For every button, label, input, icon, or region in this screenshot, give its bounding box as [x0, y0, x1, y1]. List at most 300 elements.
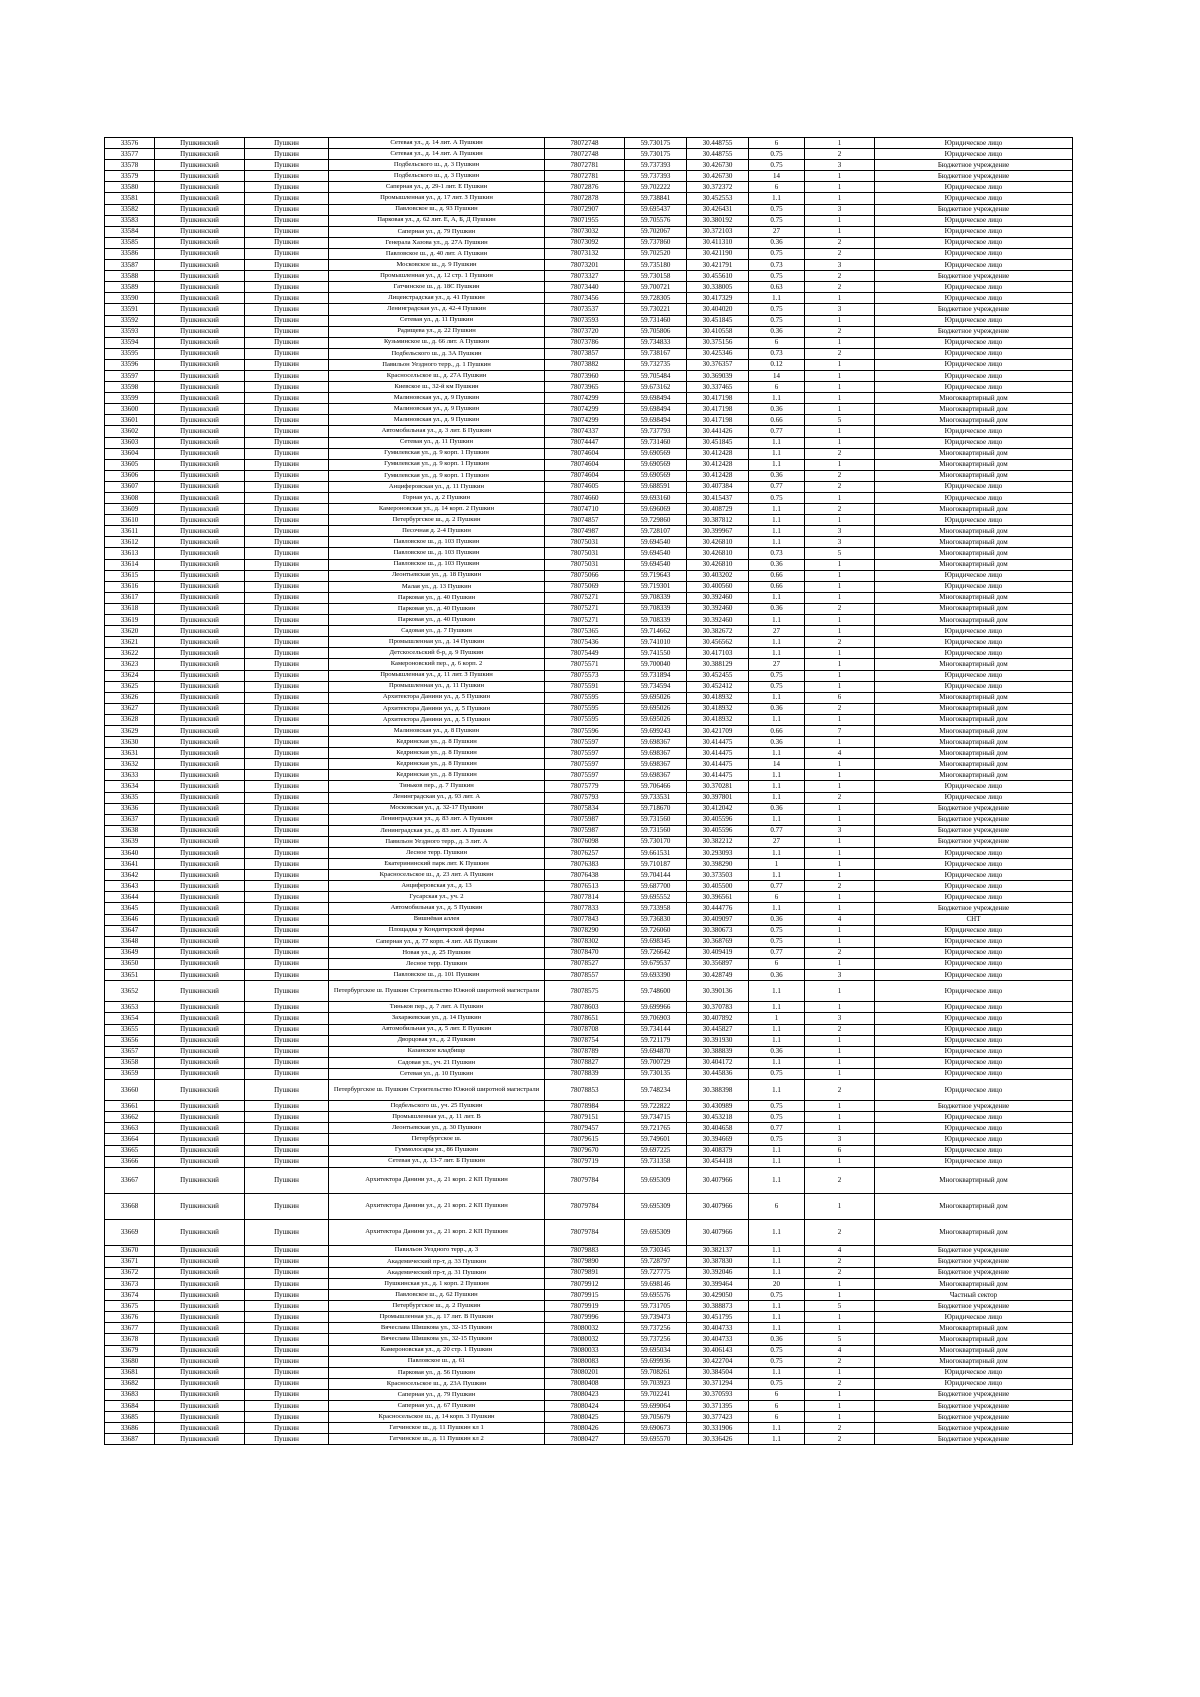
cell-latitude: 59.698494: [625, 393, 687, 404]
cell-latitude: 59.702520: [625, 248, 687, 259]
cell-count: 1: [805, 1068, 875, 1079]
cell-settlement: Пушкин: [245, 1079, 329, 1100]
cell-address: Саперная ул., д. 29-1 лит. Е Пушкин: [329, 182, 545, 193]
cell-address: Павловское ш., д. 103 Пушкин: [329, 537, 545, 548]
cell-count: 1: [805, 1412, 875, 1423]
cell-settlement: Пушкин: [245, 226, 329, 237]
cell-latitude: 59.695437: [625, 204, 687, 215]
cell-longitude: 30.396561: [687, 892, 749, 903]
cell-settlement: Пушкин: [245, 248, 329, 259]
cell-count: 1: [805, 1193, 875, 1219]
cell-row-number: 33618: [105, 603, 155, 614]
cell-row-number: 33654: [105, 1013, 155, 1024]
table-row: [105, 1145, 1073, 1156]
cell-count: 2: [805, 703, 875, 714]
cell-count: 1: [805, 138, 875, 149]
cell-object-code: 78079719: [545, 1156, 625, 1167]
cell-settlement: Пушкин: [245, 149, 329, 160]
cell-owner-type: Юридическое лицо: [875, 193, 1073, 204]
cell-district: Пушкинский: [155, 626, 245, 637]
table-row: [105, 171, 1073, 182]
cell-volume: 0.12: [749, 359, 805, 370]
cell-latitude: 59.730135: [625, 1068, 687, 1079]
cell-volume: 0.75: [749, 215, 805, 226]
cell-volume: 1.1: [749, 592, 805, 603]
cell-object-code: 78075271: [545, 603, 625, 614]
cell-row-number: 33612: [105, 537, 155, 548]
cell-address: Гатчинское ш., д. 18С Пушкин: [329, 282, 545, 293]
cell-count: 1: [805, 437, 875, 448]
cell-row-number: 33659: [105, 1068, 155, 1079]
cell-latitude: 59.748600: [625, 981, 687, 1002]
cell-volume: 0.36: [749, 970, 805, 981]
cell-count: 1: [805, 493, 875, 504]
table-row: [105, 770, 1073, 781]
cell-district: Пушкинский: [155, 337, 245, 348]
cell-owner-type: Многоквартирный дом: [875, 1334, 1073, 1345]
cell-owner-type: Бюджетное учреждение: [875, 803, 1073, 814]
cell-settlement: Пушкин: [245, 836, 329, 847]
cell-district: Пушкинский: [155, 459, 245, 470]
cell-row-number: 33621: [105, 637, 155, 648]
cell-longitude: 30.391930: [687, 1035, 749, 1046]
table-row: [105, 737, 1073, 748]
table-row: [105, 703, 1073, 714]
table-row: [105, 1279, 1073, 1290]
cell-settlement: Пушкин: [245, 237, 329, 248]
cell-object-code: 78079151: [545, 1112, 625, 1123]
cell-owner-type: Юридическое лицо: [875, 1367, 1073, 1378]
cell-district: Пушкинский: [155, 1024, 245, 1035]
cell-object-code: 78075449: [545, 648, 625, 659]
cell-object-code: 78080427: [545, 1434, 625, 1445]
table-row: [105, 470, 1073, 481]
cell-object-code: 78076438: [545, 870, 625, 881]
cell-settlement: Пушкин: [245, 1412, 329, 1423]
cell-count: 2: [805, 637, 875, 648]
cell-object-code: 78073965: [545, 382, 625, 393]
cell-address: Сетевая ул., д. 13-7 лит. Б Пушкин: [329, 1156, 545, 1167]
cell-row-number: 33681: [105, 1367, 155, 1378]
cell-object-code: 78072876: [545, 182, 625, 193]
cell-row-number: 33645: [105, 903, 155, 914]
cell-settlement: Пушкин: [245, 1145, 329, 1156]
cell-volume: 6: [749, 1401, 805, 1412]
cell-object-code: 78080083: [545, 1356, 625, 1367]
cell-object-code: 78080032: [545, 1323, 625, 1334]
cell-owner-type: Бюджетное учреждение: [875, 1101, 1073, 1112]
cell-owner-type: Бюджетное учреждение: [875, 1267, 1073, 1278]
cell-owner-type: Многоквартирный дом: [875, 748, 1073, 759]
cell-longitude: 30.370281: [687, 781, 749, 792]
cell-row-number: 33577: [105, 149, 155, 160]
cell-owner-type: Юридическое лицо: [875, 881, 1073, 892]
cell-latitude: 59.741550: [625, 648, 687, 659]
cell-count: 2: [805, 282, 875, 293]
cell-settlement: Пушкин: [245, 481, 329, 492]
cell-address: Промышленная ул., д. 11 Пушкин: [329, 681, 545, 692]
cell-address: Сетевая ул., д. 14 лит. А Пушкин: [329, 149, 545, 160]
cell-settlement: Пушкин: [245, 1002, 329, 1013]
cell-owner-type: Юридическое лицо: [875, 970, 1073, 981]
cell-count: 3: [805, 204, 875, 215]
cell-object-code: 78073456: [545, 293, 625, 304]
table-body: [105, 138, 1073, 1445]
cell-address: Красносельское ш., д. 14 корп. 3 Пушкин: [329, 1412, 545, 1423]
cell-settlement: Пушкин: [245, 260, 329, 271]
cell-district: Пушкинский: [155, 1145, 245, 1156]
cell-district: Пушкинский: [155, 1068, 245, 1079]
cell-district: Пушкинский: [155, 947, 245, 958]
cell-count: 1: [805, 1046, 875, 1057]
cell-longitude: 30.414475: [687, 748, 749, 759]
cell-district: Пушкинский: [155, 615, 245, 626]
table-row: [105, 537, 1073, 548]
cell-address: Малиновская ул., д. 9 Пушкин: [329, 393, 545, 404]
cell-count: 1: [805, 1290, 875, 1301]
cell-address: Лесное терр. Пушкин: [329, 848, 545, 859]
cell-settlement: Пушкин: [245, 1101, 329, 1112]
cell-owner-type: Юридическое лицо: [875, 382, 1073, 393]
cell-latitude: 59.730345: [625, 1245, 687, 1256]
cell-longitude: 30.455610: [687, 271, 749, 282]
cell-settlement: Пушкин: [245, 1193, 329, 1219]
cell-district: Пушкинский: [155, 481, 245, 492]
cell-latitude: 59.728305: [625, 293, 687, 304]
cell-owner-type: Юридическое лицо: [875, 282, 1073, 293]
cell-row-number: 33586: [105, 248, 155, 259]
table-row: [105, 204, 1073, 215]
cell-district: Пушкинский: [155, 215, 245, 226]
table-row: [105, 570, 1073, 581]
cell-longitude: 30.444776: [687, 903, 749, 914]
cell-volume: 0.73: [749, 548, 805, 559]
table-row: [105, 1423, 1073, 1434]
cell-settlement: Пушкин: [245, 359, 329, 370]
cell-row-number: 33625: [105, 681, 155, 692]
cell-district: Пушкинский: [155, 648, 245, 659]
cell-latitude: 59.697225: [625, 1145, 687, 1156]
cell-object-code: 78080426: [545, 1423, 625, 1434]
cell-address: Лицеистрадская ул., д. 41 Пушкин: [329, 293, 545, 304]
cell-count: 2: [805, 1024, 875, 1035]
cell-longitude: 30.337465: [687, 382, 749, 393]
cell-count: 3: [805, 825, 875, 836]
cell-address: Тиньков пер., д. 7 Пушкин: [329, 781, 545, 792]
cell-settlement: Пушкин: [245, 348, 329, 359]
cell-longitude: 30.418932: [687, 714, 749, 725]
cell-count: 1: [805, 1401, 875, 1412]
table-row: [105, 1412, 1073, 1423]
cell-address: Сетевая ул., д. 11 Пушкин: [329, 437, 545, 448]
cell-settlement: Пушкин: [245, 681, 329, 692]
cell-count: 2: [805, 1378, 875, 1389]
table-row: [105, 1079, 1073, 1100]
cell-count: 3: [805, 970, 875, 981]
cell-longitude: 30.398290: [687, 859, 749, 870]
cell-volume: 0.75: [749, 1290, 805, 1301]
cell-address: Парковая ул., д. 62 лит. Е, А, Б, Д Пушкин: [329, 215, 545, 226]
cell-volume: 1.1: [749, 1219, 805, 1245]
table-row: [105, 1013, 1073, 1024]
cell-settlement: Пушкин: [245, 570, 329, 581]
cell-longitude: 30.397801: [687, 792, 749, 803]
cell-address: Гумилевская ул., д. 9 корп. 1 Пушкин: [329, 448, 545, 459]
cell-row-number: 33583: [105, 215, 155, 226]
cell-longitude: 30.445836: [687, 1068, 749, 1079]
cell-latitude: 59.736830: [625, 914, 687, 925]
cell-row-number: 33592: [105, 315, 155, 326]
cell-count: 2: [805, 603, 875, 614]
cell-row-number: 33662: [105, 1112, 155, 1123]
cell-volume: 0.36: [749, 470, 805, 481]
cell-volume: 0.73: [749, 348, 805, 359]
cell-volume: 6: [749, 1389, 805, 1400]
cell-owner-type: Многоквартирный дом: [875, 559, 1073, 570]
cell-volume: 1.1: [749, 1423, 805, 1434]
cell-settlement: Пушкин: [245, 515, 329, 526]
cell-district: Пушкинский: [155, 670, 245, 681]
cell-row-number: 33580: [105, 182, 155, 193]
cell-volume: 0.75: [749, 1356, 805, 1367]
cell-volume: 1.1: [749, 1301, 805, 1312]
cell-latitude: 59.695026: [625, 692, 687, 703]
cell-settlement: Пушкин: [245, 1035, 329, 1046]
cell-volume: 0.75: [749, 670, 805, 681]
cell-count: 1: [805, 836, 875, 847]
cell-owner-type: Многоквартирный дом: [875, 603, 1073, 614]
table-row: [105, 1312, 1073, 1323]
cell-latitude: 59.735180: [625, 260, 687, 271]
cell-object-code: 78071955: [545, 215, 625, 226]
cell-district: Пушкинский: [155, 936, 245, 947]
table-row: [105, 1057, 1073, 1068]
cell-row-number: 33671: [105, 1256, 155, 1267]
cell-latitude: 59.695026: [625, 714, 687, 725]
cell-object-code: 78073440: [545, 282, 625, 293]
cell-volume: 1.1: [749, 714, 805, 725]
table-row: [105, 692, 1073, 703]
cell-district: Пушкинский: [155, 470, 245, 481]
cell-object-code: 78075596: [545, 725, 625, 736]
cell-object-code: 78078789: [545, 1046, 625, 1057]
cell-district: Пушкинский: [155, 714, 245, 725]
table-row: [105, 149, 1073, 160]
table-row: [105, 670, 1073, 681]
cell-settlement: Пушкин: [245, 293, 329, 304]
cell-volume: 0.77: [749, 481, 805, 492]
cell-volume: 1.1: [749, 848, 805, 859]
cell-district: Пушкинский: [155, 792, 245, 803]
cell-address: Кедринская ул., д. 8 Пушкин: [329, 748, 545, 759]
cell-latitude: 59.710187: [625, 859, 687, 870]
cell-count: 1: [805, 404, 875, 415]
cell-volume: 1.1: [749, 1145, 805, 1156]
table-row: [105, 1046, 1073, 1057]
cell-district: Пушкинский: [155, 149, 245, 160]
cell-row-number: 33673: [105, 1279, 155, 1290]
cell-object-code: 78074604: [545, 459, 625, 470]
cell-longitude: 30.452553: [687, 193, 749, 204]
cell-count: 2: [805, 881, 875, 892]
cell-longitude: 30.409097: [687, 914, 749, 925]
cell-volume: 0.77: [749, 825, 805, 836]
cell-volume: 1.1: [749, 293, 805, 304]
cell-settlement: Пушкин: [245, 825, 329, 836]
cell-district: Пушкинский: [155, 970, 245, 981]
cell-address: Парковая ул., д. 56 Пушкин: [329, 1367, 545, 1378]
cell-owner-type: Юридическое лицо: [875, 1112, 1073, 1123]
cell-settlement: Пушкин: [245, 315, 329, 326]
cell-settlement: Пушкин: [245, 271, 329, 282]
cell-latitude: 59.708339: [625, 615, 687, 626]
cell-settlement: Пушкин: [245, 1267, 329, 1278]
cell-longitude: 30.404658: [687, 1123, 749, 1134]
cell-latitude: 59.704144: [625, 870, 687, 881]
cell-address: Московское ш., д. 9 Пушкин: [329, 260, 545, 271]
cell-row-number: 33651: [105, 970, 155, 981]
cell-row-number: 33623: [105, 659, 155, 670]
cell-object-code: 78074299: [545, 393, 625, 404]
cell-volume: 1.1: [749, 792, 805, 803]
cell-district: Пушкинский: [155, 737, 245, 748]
cell-volume: 1.1: [749, 537, 805, 548]
cell-settlement: Пушкин: [245, 947, 329, 958]
cell-address: Площадка у Кондитерской фермы: [329, 925, 545, 936]
cell-district: Пушкинский: [155, 1434, 245, 1445]
table-row: [105, 504, 1073, 515]
cell-latitude: 59.699966: [625, 1002, 687, 1013]
cell-volume: 0.75: [749, 681, 805, 692]
cell-object-code: 78073960: [545, 370, 625, 381]
cell-count: 2: [805, 1167, 875, 1193]
cell-owner-type: Многоквартирный дом: [875, 1279, 1073, 1290]
cell-volume: 0.75: [749, 1378, 805, 1389]
cell-object-code: 78074710: [545, 504, 625, 515]
cell-address: Киевское ш., 32-й км Пушкин: [329, 382, 545, 393]
cell-settlement: Пушкин: [245, 692, 329, 703]
table-row: [105, 215, 1073, 226]
cell-owner-type: Юридическое лицо: [875, 215, 1073, 226]
cell-address: Кедринская ул., д. 8 Пушкин: [329, 770, 545, 781]
cell-latitude: 59.698367: [625, 748, 687, 759]
cell-volume: 0.36: [749, 326, 805, 337]
cell-latitude: 59.695309: [625, 1193, 687, 1219]
cell-volume: 0.75: [749, 1345, 805, 1356]
table-row: [105, 637, 1073, 648]
cell-count: 1: [805, 393, 875, 404]
cell-count: 1: [805, 1389, 875, 1400]
cell-longitude: 30.451845: [687, 315, 749, 326]
cell-longitude: 30.412428: [687, 448, 749, 459]
cell-row-number: 33658: [105, 1057, 155, 1068]
cell-latitude: 59.731460: [625, 437, 687, 448]
table-row: [105, 370, 1073, 381]
cell-row-number: 33582: [105, 204, 155, 215]
cell-volume: 0.73: [749, 260, 805, 271]
cell-settlement: Пушкин: [245, 393, 329, 404]
cell-address: Гусарская ул., уч. 2: [329, 892, 545, 903]
cell-latitude: 59.749601: [625, 1134, 687, 1145]
cell-count: 2: [805, 947, 875, 958]
cell-latitude: 59.695570: [625, 1434, 687, 1445]
cell-longitude: 30.407966: [687, 1193, 749, 1219]
cell-object-code: 78074605: [545, 481, 625, 492]
table-row: [105, 1024, 1073, 1035]
cell-settlement: Пушкин: [245, 1434, 329, 1445]
cell-volume: 1.1: [749, 692, 805, 703]
cell-district: Пушкинский: [155, 958, 245, 969]
table-row: [105, 759, 1073, 770]
cell-row-number: 33594: [105, 337, 155, 348]
cell-volume: 1.1: [749, 1167, 805, 1193]
cell-object-code: 78080032: [545, 1334, 625, 1345]
cell-settlement: Пушкин: [245, 160, 329, 171]
cell-longitude: 30.372372: [687, 182, 749, 193]
cell-object-code: 78073032: [545, 226, 625, 237]
cell-row-number: 33620: [105, 626, 155, 637]
cell-row-number: 33587: [105, 260, 155, 271]
cell-count: 2: [805, 237, 875, 248]
cell-settlement: Пушкин: [245, 1290, 329, 1301]
cell-count: 5: [805, 415, 875, 426]
cell-owner-type: Юридическое лицо: [875, 958, 1073, 969]
cell-volume: 6: [749, 892, 805, 903]
cell-address: Павловское ш., д. 61: [329, 1356, 545, 1367]
cell-row-number: 33685: [105, 1412, 155, 1423]
cell-object-code: 78075573: [545, 670, 625, 681]
cell-owner-type: Юридическое лицо: [875, 1079, 1073, 1100]
cell-settlement: Пушкин: [245, 1323, 329, 1334]
cell-row-number: 33680: [105, 1356, 155, 1367]
cell-address: Архитектора Данини ул., д. 21 корп. 2 КП Пушкин: [329, 1193, 545, 1219]
cell-row-number: 33637: [105, 814, 155, 825]
cell-row-number: 33676: [105, 1312, 155, 1323]
table-row: [105, 248, 1073, 259]
cell-volume: 0.66: [749, 570, 805, 581]
cell-owner-type: Многоквартирный дом: [875, 1345, 1073, 1356]
cell-volume: 6: [749, 138, 805, 149]
cell-district: Пушкинский: [155, 248, 245, 259]
table-row: [105, 559, 1073, 570]
cell-row-number: 33608: [105, 493, 155, 504]
cell-owner-type: Юридическое лицо: [875, 481, 1073, 492]
cell-object-code: 78078290: [545, 925, 625, 936]
cell-count: 1: [805, 559, 875, 570]
cell-address: Красносельское ш., д. 23 лит. А Пушкин: [329, 870, 545, 881]
cell-longitude: 30.451795: [687, 1312, 749, 1323]
cell-object-code: 78080424: [545, 1401, 625, 1412]
cell-district: Пушкинский: [155, 1279, 245, 1290]
cell-row-number: 33646: [105, 914, 155, 925]
table-row: [105, 548, 1073, 559]
cell-row-number: 33603: [105, 437, 155, 448]
cell-latitude: 59.700040: [625, 659, 687, 670]
cell-object-code: 78076257: [545, 848, 625, 859]
cell-volume: 6: [749, 182, 805, 193]
cell-address: Захаржевская ул., д. 14 Пушкин: [329, 1013, 545, 1024]
cell-longitude: 30.411310: [687, 237, 749, 248]
cell-settlement: Пушкин: [245, 870, 329, 881]
table-row: [105, 1378, 1073, 1389]
table-row: [105, 515, 1073, 526]
table-row: [105, 138, 1073, 149]
cell-latitude: 59.728797: [625, 1256, 687, 1267]
cell-district: Пушкинский: [155, 171, 245, 182]
cell-address: Садовая ул., уч. 21 Пушкин: [329, 1057, 545, 1068]
table-row: [105, 293, 1073, 304]
cell-district: Пушкинский: [155, 925, 245, 936]
